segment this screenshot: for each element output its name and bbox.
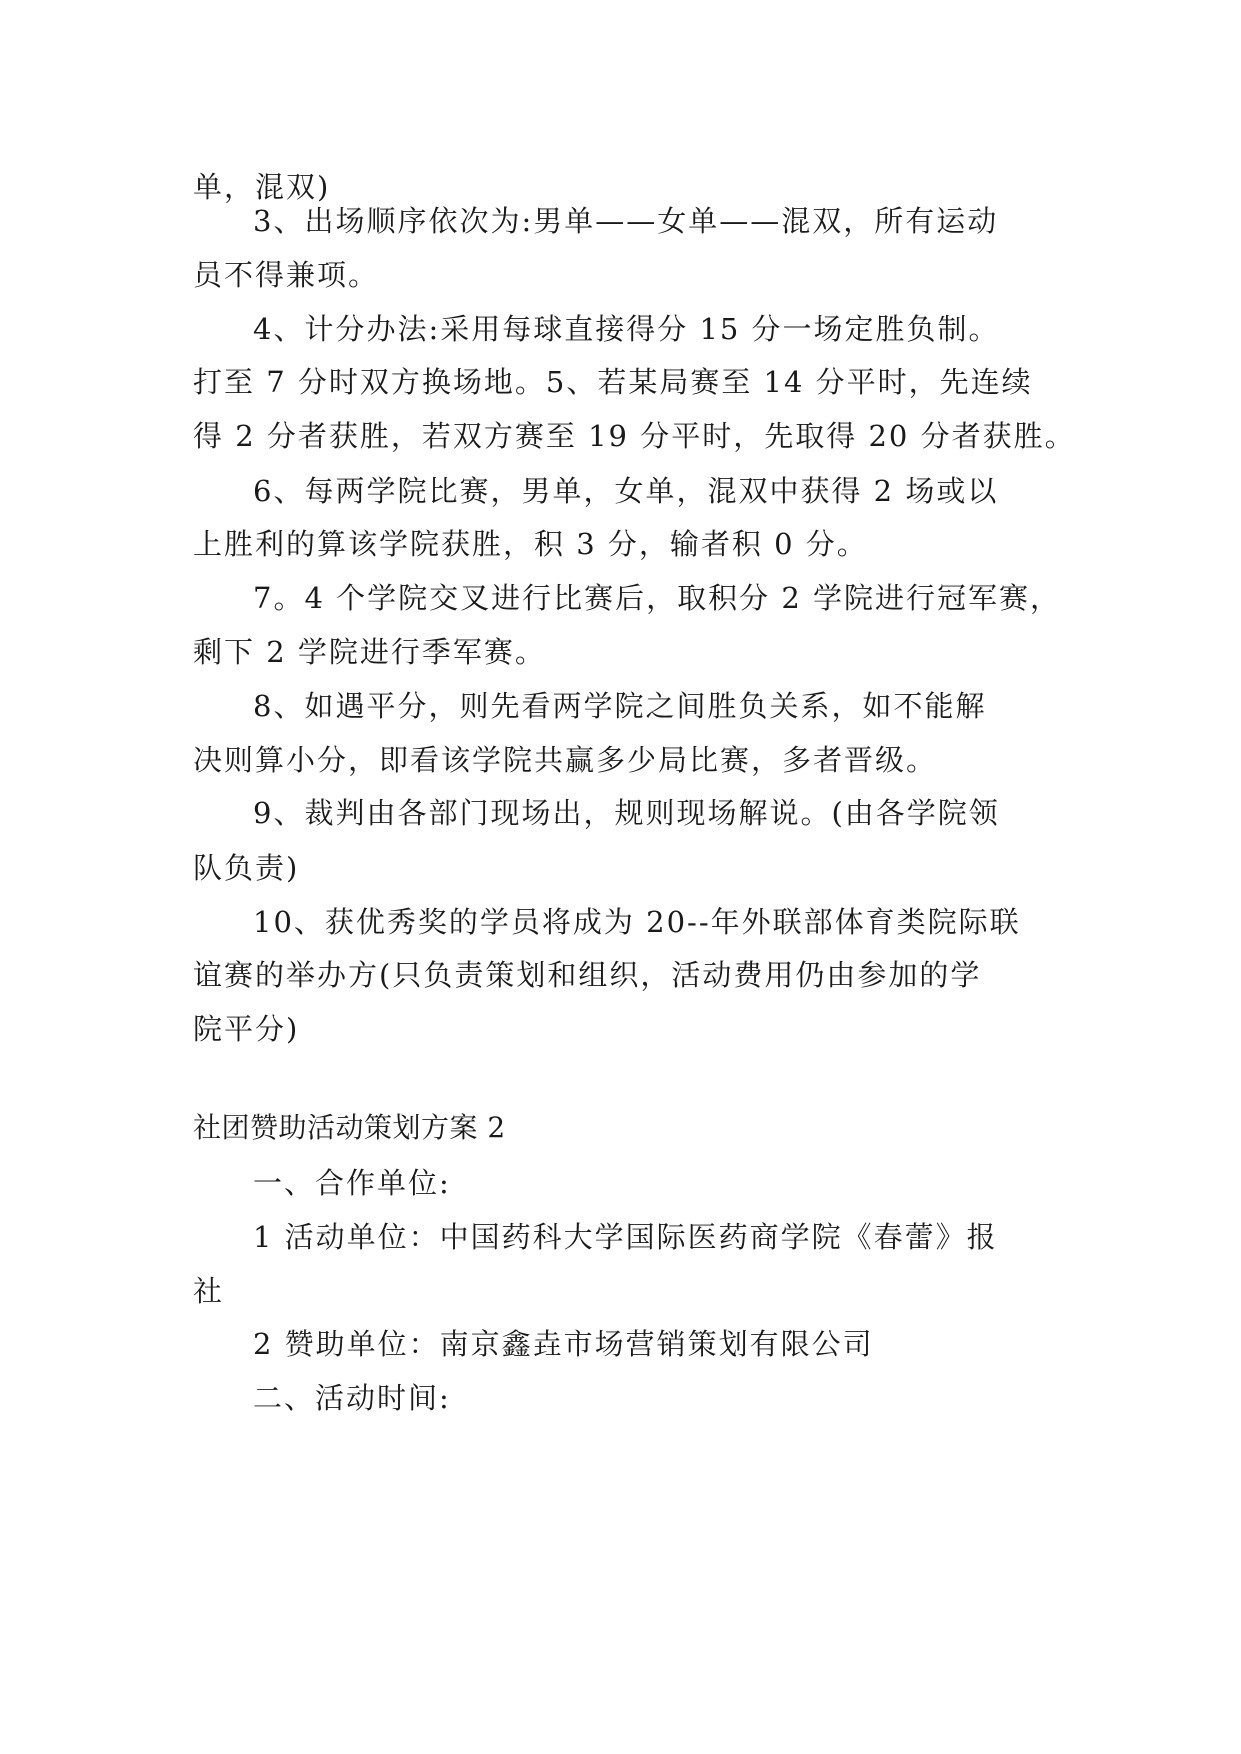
text-line: 社 bbox=[193, 1274, 225, 1308]
text-line: 4、计分办法:采用每球直接得分 15 分一场定胜负制。 bbox=[253, 312, 1000, 346]
text-line: 谊赛的举办方(只负责策划和组织，活动费用仍由参加的学 bbox=[193, 958, 982, 992]
text-line: 9、裁判由各部门现场出，规则现场解说。(由各学院领 bbox=[253, 796, 1000, 830]
text-line: 上胜利的算该学院获胜，积 3 分，输者积 0 分。 bbox=[193, 527, 868, 561]
text-line: 单，混双) bbox=[193, 170, 331, 204]
text-line: 7。4 个学院交叉进行比赛后，取积分 2 学院进行冠军赛， bbox=[253, 581, 1062, 615]
text-line: 剩下 2 学院进行季军赛。 bbox=[193, 635, 546, 669]
text-line: 8、如遇平分，则先看两学院之间胜负关系，如不能解 bbox=[253, 689, 987, 723]
text-line: 员不得兼项。 bbox=[193, 258, 380, 292]
text-line: 2 赞助单位：南京鑫垚市场营销策划有限公司 bbox=[253, 1327, 874, 1361]
text-line: 3、出场顺序依次为:男单——女单——混双，所有运动 bbox=[253, 204, 999, 238]
text-line: 1 活动单位：中国药科大学国际医药商学院《春蕾》报 bbox=[253, 1220, 998, 1254]
text-line: 决则算小分，即看该学院共赢多少局比赛，多者晋级。 bbox=[193, 743, 938, 777]
text-line: 10、获优秀奖的学员将成为 20--年外联部体育类院际联 bbox=[253, 905, 1021, 939]
text-line: 6、每两学院比赛，男单，女单，混双中获得 2 场或以 bbox=[253, 474, 999, 508]
text-line: 队负责) bbox=[193, 851, 300, 885]
text-line: 打至 7 分时双方换场地。5、若某局赛至 14 分平时，先连续 bbox=[193, 365, 1033, 399]
text-line: 二、活动时间: bbox=[253, 1381, 451, 1415]
text-line: 院平分) bbox=[193, 1012, 300, 1046]
text-line: 得 2 分者获胜，若双方赛至 19 分平时，先取得 20 分者获胜。 bbox=[193, 419, 1076, 453]
text-line: 一、合作单位: bbox=[253, 1166, 451, 1200]
section-title: 社团赞助活动策划方案 2 bbox=[193, 1111, 506, 1144]
